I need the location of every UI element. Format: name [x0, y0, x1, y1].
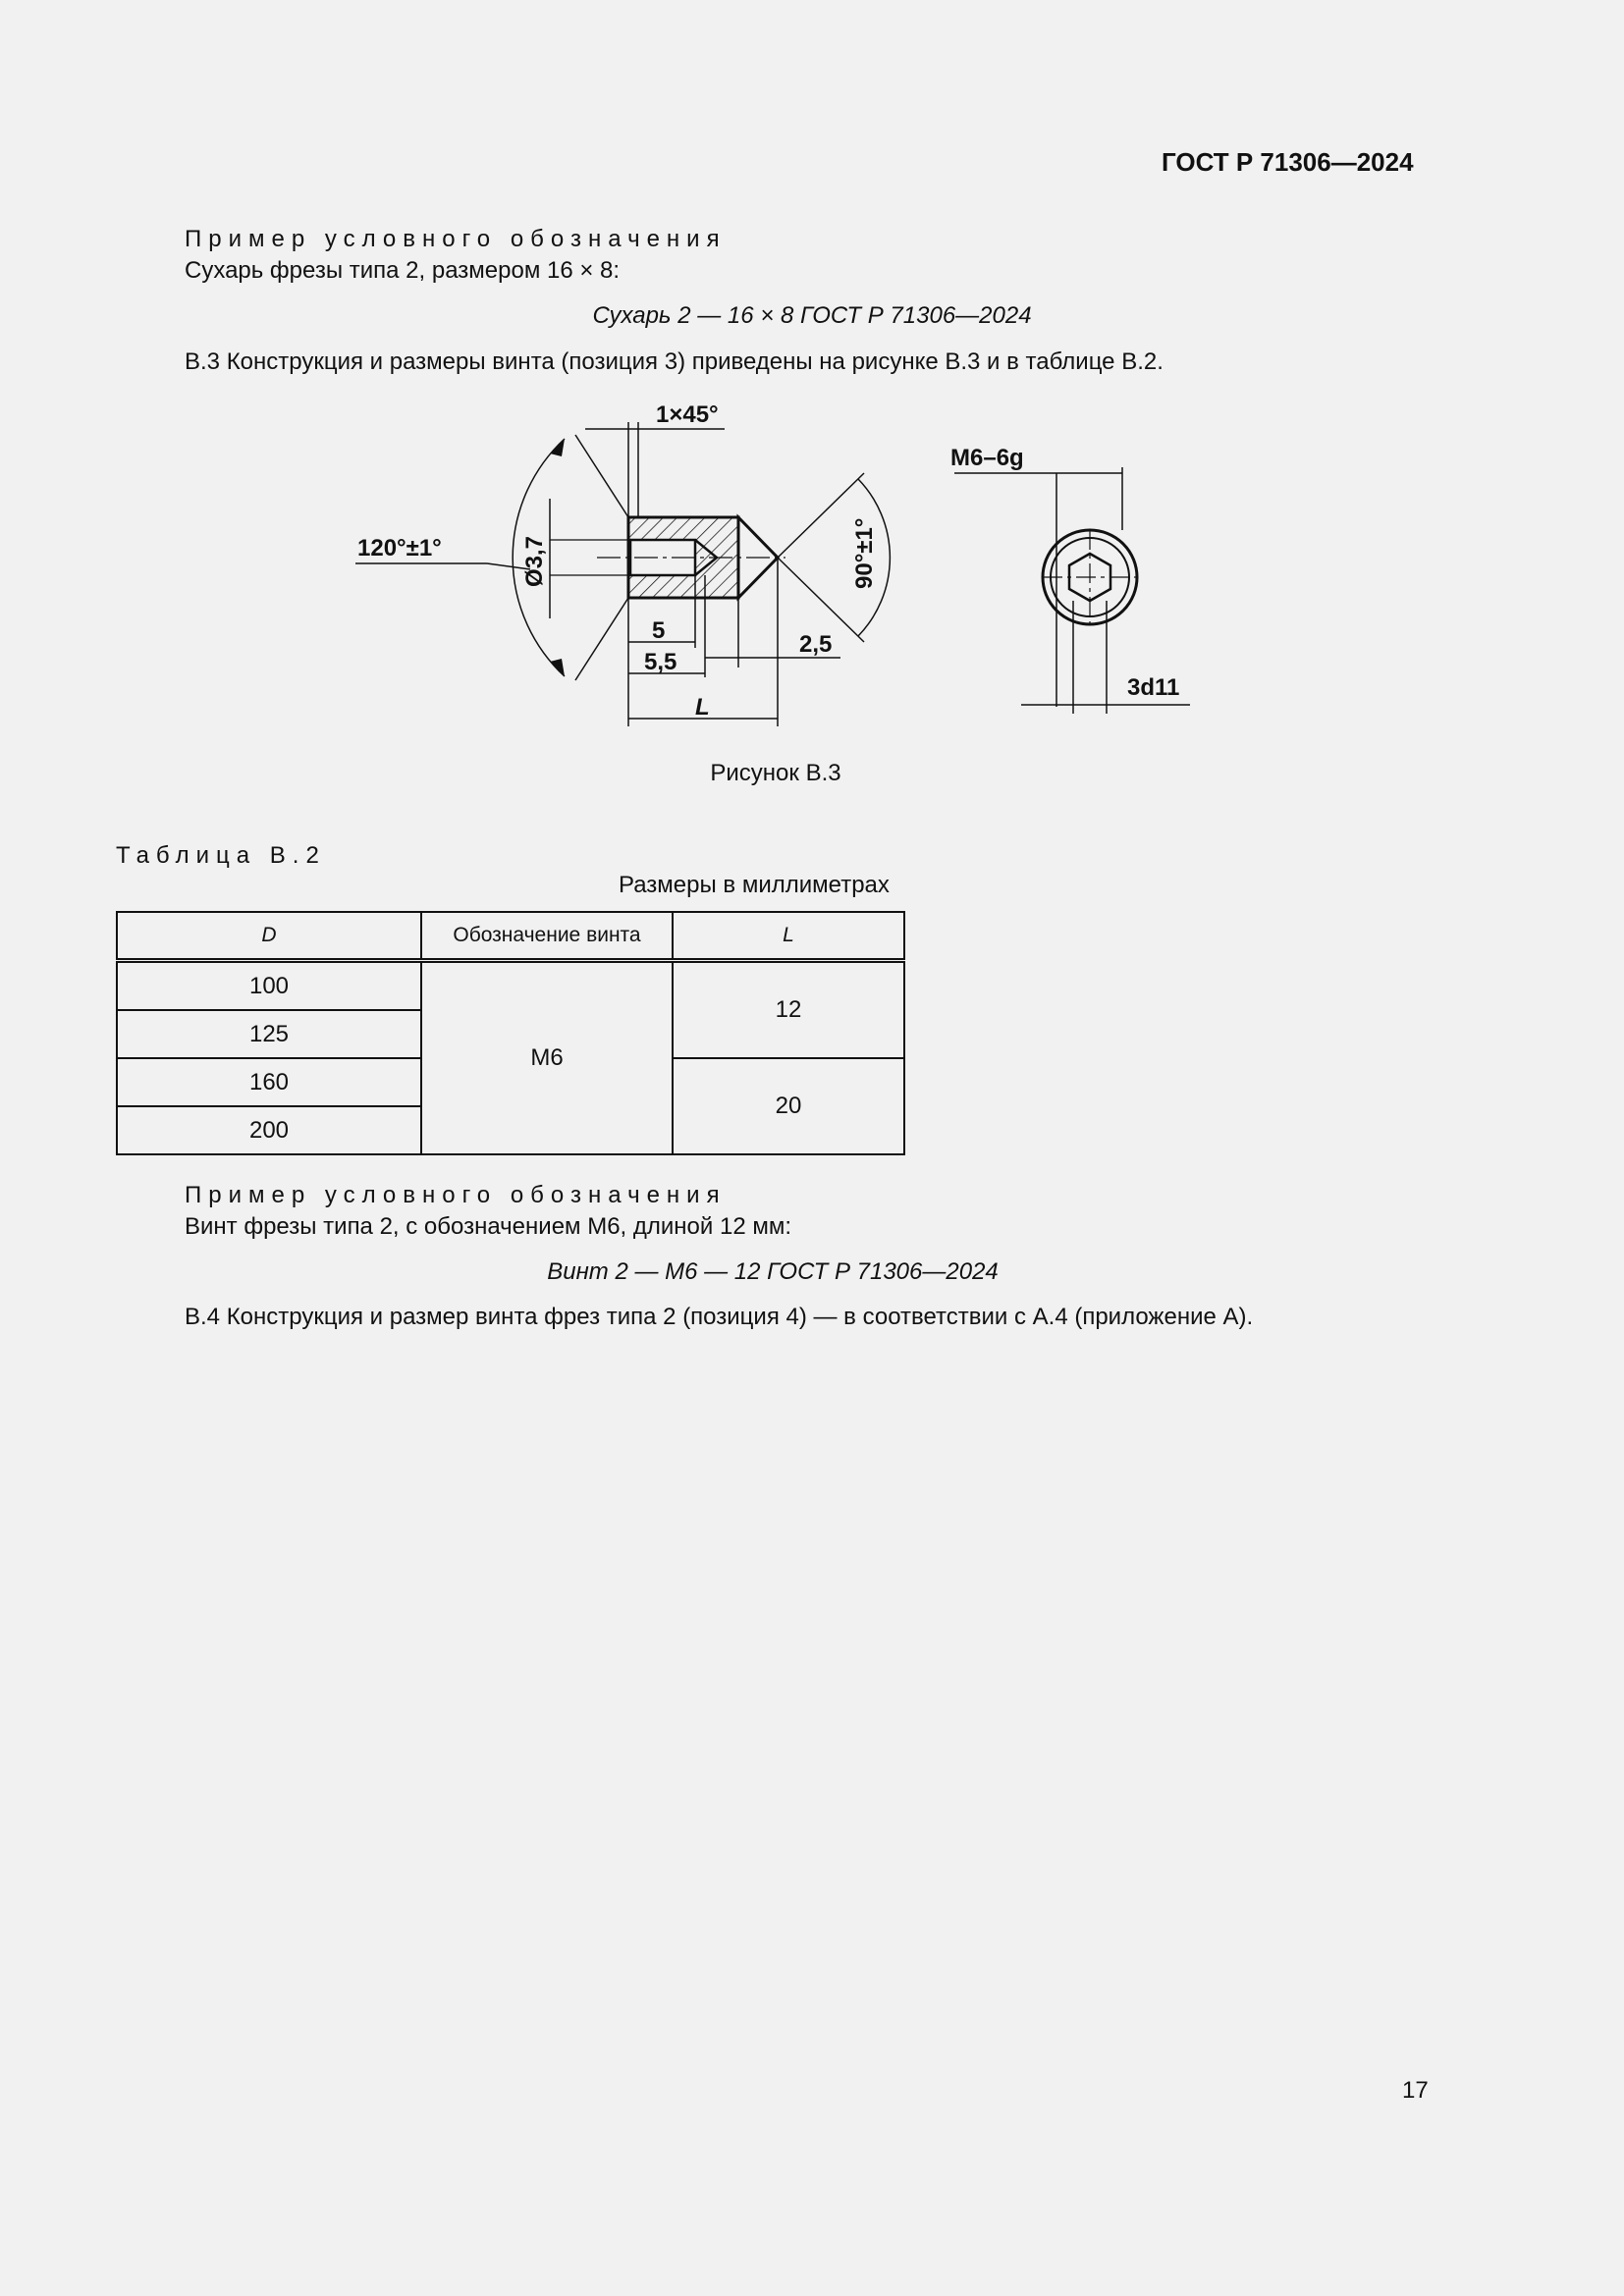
cell-D: 100: [117, 961, 421, 1011]
page-number: 17: [1402, 2077, 1429, 2104]
example2-designation: Винт 2 — M6 — 12 ГОСТ Р 71306—2024: [547, 1258, 999, 1285]
paragraph-b4: В.4 Конструкция и размер винта фрез типа 2 (позиция 4) — в соответствии с А.4 (приложение А).: [185, 1304, 1254, 1330]
header-D: D: [117, 912, 421, 961]
chamfer-label: 1×45°: [656, 401, 719, 428]
angle-120-label: 120°±1°: [357, 535, 442, 561]
example2-text: Винт фрезы типа 2, с обозначением M6, длиной 12 мм:: [185, 1213, 791, 1240]
document-id: ГОСТ Р 71306—2024: [1162, 147, 1414, 177]
table-units: Размеры в миллиметрах: [619, 872, 890, 898]
header-designation: Обозначение винта: [421, 912, 673, 961]
thread-label: M6–6g: [950, 445, 1024, 471]
example-text: Сухарь фрезы типа 2, размером 16 × 8:: [185, 257, 621, 284]
hex-label: 3d11: [1127, 674, 1180, 701]
screw-drawing: [0, 393, 1624, 746]
cell-D: 200: [117, 1106, 421, 1154]
example-heading: Пример условного обозначения: [185, 226, 727, 252]
table-row: [117, 961, 904, 1011]
table-header-row: [117, 912, 904, 961]
cell-D: 125: [117, 1010, 421, 1058]
diameter-label: Ø3,7: [521, 535, 548, 587]
dim-5-label: 5: [652, 617, 666, 644]
dim-5-5-label: 5,5: [644, 649, 677, 675]
dim-2-5-label: 2,5: [799, 631, 833, 658]
angle-90-label: 90°±1°: [851, 517, 878, 589]
dimensions-table: [116, 911, 905, 1155]
cell-L: 20: [673, 1058, 904, 1154]
figure-caption: Рисунок В.3: [710, 760, 841, 786]
header-L: L: [673, 912, 904, 961]
cell-designation: M6: [421, 961, 673, 1155]
example2-heading: Пример условного обозначения: [185, 1182, 727, 1208]
cell-L: 12: [673, 961, 904, 1059]
paragraph-b3: В.3 Конструкция и размеры винта (позиция 3) приведены на рисунке В.3 и в таблице В.2.: [185, 348, 1164, 375]
dim-L-label: L: [695, 694, 710, 721]
table-title: Таблица В.2: [116, 842, 326, 869]
cell-D: 160: [117, 1058, 421, 1106]
example-designation: Сухарь 2 — 16 × 8 ГОСТ Р 71306—2024: [592, 302, 1032, 329]
